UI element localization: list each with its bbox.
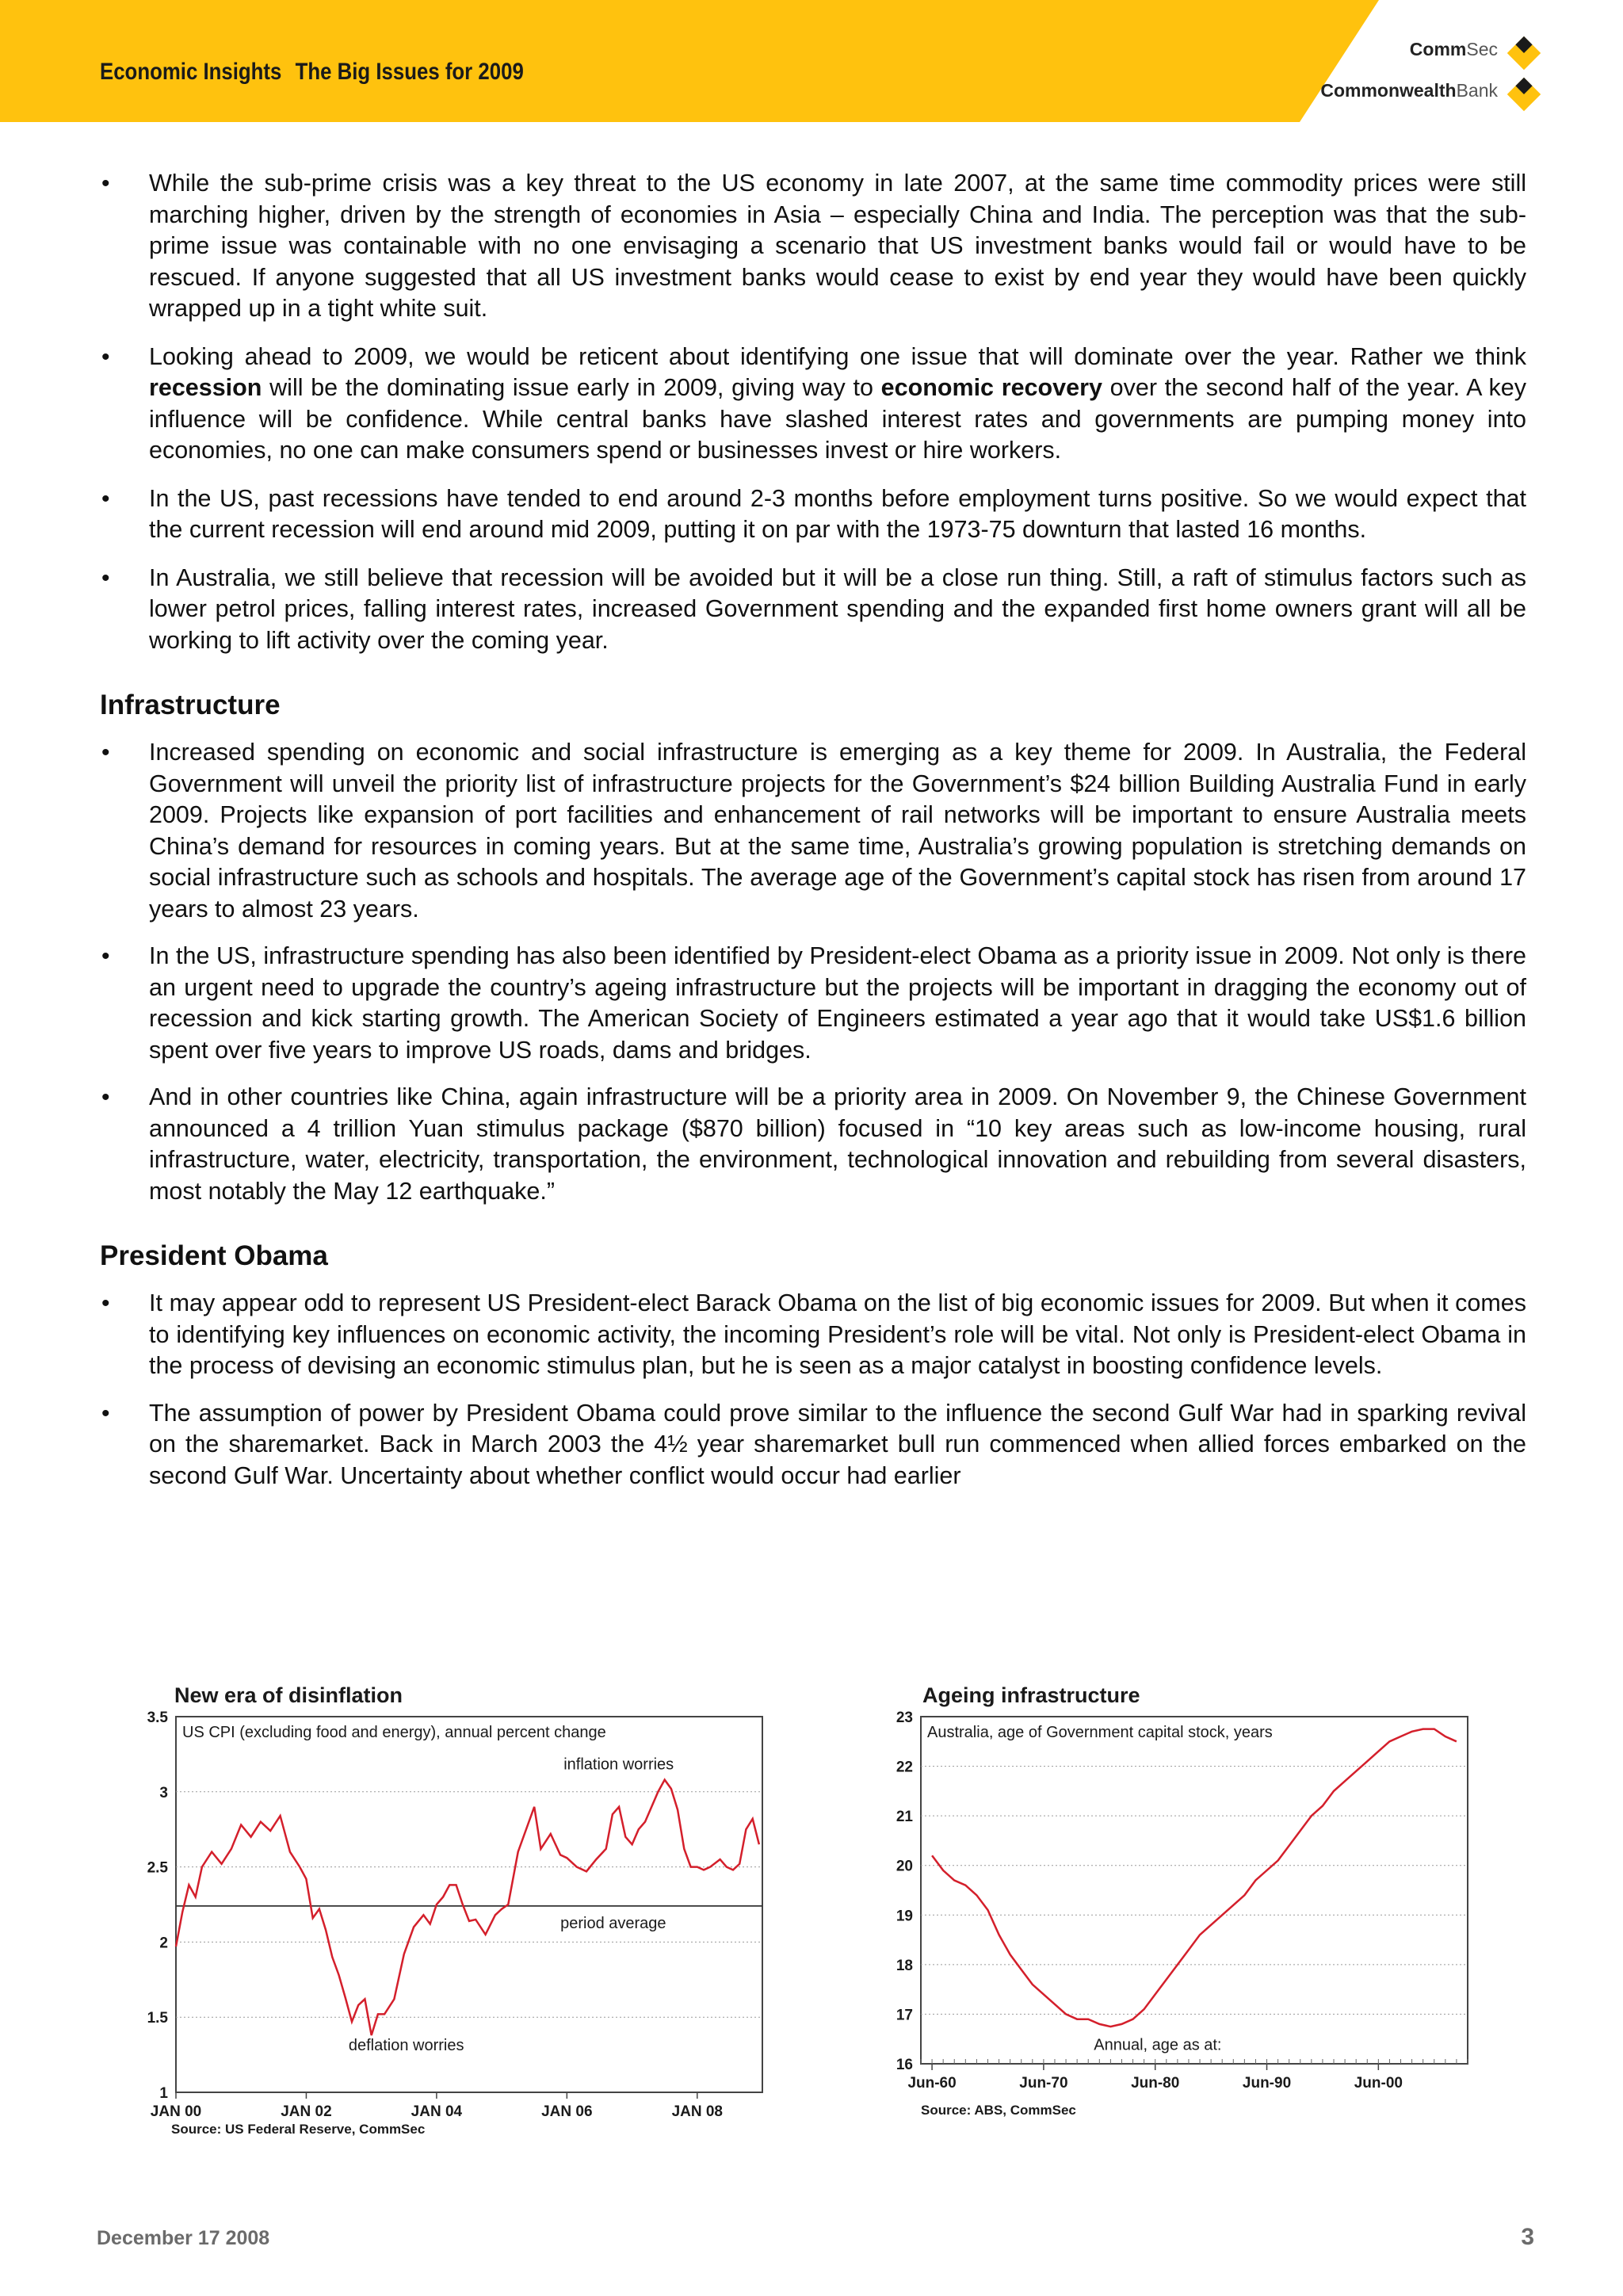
infrastructure-bullet-3: • And in other countries like China, again infrastructure will be a priority area in 2009. On November 9, the Chinese Government announced a 4 trillion Yuan stimulus package ($870 billion) focused in “10 key areas such as low-income housing, rural infrastructure, water, electricity, transportation, the environment, technological innovation and rebuilding from several disasters, most notably the May 12 earthquake.” [100, 1082, 1526, 1207]
intro-bullet-3: • In the US, past recessions have tended to end around 2-3 months before employment turns positive. So we would expect that the current recession will end around mid 2009, putting it on par with the 1973-75 downturn that lasted 16 months. [100, 483, 1526, 546]
chart-subtitle: Australia, age of Government capital stock, years [927, 1724, 1273, 1741]
x-tick-label: JAN 02 [281, 2103, 332, 2120]
infrastructure-bullet-1: • Increased spending on economic and social infrastructure is emerging as a key theme for 2009. In Australia, the Federal Government will unveil the priority list of infrastructure projects for the Government’s $24 billion Building Australia Fund in early 2009. Projects like expansion of port facilities and enhancement of rail networks will be important to ensure Australia meets China’s demand for resources in coming years. But at the same time, Australia’s growing population is stretching demands on social infrastructure such as schools and hospitals. The average age of the Government’s capital stock has risen from around 17 years to almost 23 years. [100, 737, 1526, 925]
y-tick-label: 17 [896, 2007, 913, 2024]
chart-title: New era of disinflation [174, 1683, 403, 1707]
intro-bullet-2-mid: will be the dominating issue early in 2009, giving way to [262, 374, 881, 401]
reference-line-label: period average [560, 1914, 666, 1932]
capital-stock-age-line [932, 1729, 1457, 2027]
x-tick-label: Jun-90 [1242, 2075, 1292, 2092]
y-tick-label: 20 [896, 1858, 913, 1875]
chart-source: Source: ABS, CommSec [921, 2103, 1076, 2118]
emphasis-recession: recession [149, 374, 262, 401]
annotation-deflation-worries: deflation worries [348, 2036, 464, 2054]
annotation-inflation-worries: inflation worries [563, 1755, 674, 1774]
y-tick-label: 18 [896, 1957, 913, 1974]
y-tick-label: 3 [159, 1784, 168, 1801]
emphasis-economic-recovery: economic recovery [880, 374, 1102, 401]
footer-date: December 17 2008 [97, 2227, 270, 2249]
intro-bullet-list [100, 168, 1526, 656]
x-tick-label: Jun-00 [1354, 2075, 1403, 2092]
x-tick-label: Jun-60 [907, 2075, 957, 2092]
y-tick-label: 23 [896, 1710, 913, 1726]
chart-title: Ageing infrastructure [922, 1683, 1140, 1707]
header-title-issue: The Big Issues for 2009 [295, 59, 524, 85]
cba-logo-light: Bank [1456, 80, 1498, 101]
x-tick-label: JAN 00 [150, 2103, 202, 2120]
obama-bullet-list [100, 1288, 1526, 1492]
intro-bullet-2-post: over the second half of the year. A key influence will be confidence. While central banks have slashed interest rates and governments are pumping money into economies, no one can make consumers spend or businesses invest or hire workers. [149, 374, 1527, 464]
y-tick-label: 19 [896, 1908, 913, 1925]
y-tick-label: 2.5 [147, 1859, 168, 1877]
commsec-logo [1410, 39, 1498, 60]
plot-area-frame [176, 1717, 762, 2092]
y-tick-label: 3.5 [147, 1710, 168, 1726]
y-tick-label: 22 [896, 1759, 913, 1776]
x-tick-label: JAN 08 [671, 2103, 723, 2120]
intro-bullet-4: • In Australia, we still believe that recession will be avoided but it will be a close run thing. Still, a raft of stimulus factors such as lower petrol prices, falling interest rates, increased Government spending and the expanded first home owners grant will all be working to lift activity over the coming year. [100, 563, 1526, 657]
plot-area-frame [921, 1717, 1468, 2064]
infrastructure-bullet-2: • In the US, infrastructure spending has also been identified by President-elect Obama as a priority issue in 2009. Not only is there an urgent need to upgrade the country’s ageing infrastructure but the projects will be important in dragging the economy out of recession and kick starting growth. The American Society of Engineers estimated a year ago that it would take US$1.6 billion spent over five years to improve US roads, dams and bridges. [100, 941, 1526, 1066]
commonwealth-bank-logo [1320, 80, 1498, 101]
commsec-logo-light: Sec [1466, 39, 1498, 59]
page-number: 3 [1521, 2224, 1534, 2250]
commsec-logo-bold: Comm [1409, 39, 1467, 59]
x-tick-label: JAN 06 [541, 2103, 593, 2120]
infrastructure-bullet-list [100, 737, 1526, 1207]
x-tick-label: Jun-80 [1131, 2075, 1180, 2092]
y-tick-label: 16 [896, 2057, 913, 2073]
intro-bullet-1: • While the sub-prime crisis was a key threat to the US economy in late 2007, at the same time commodity prices were still marching higher, driven by the strength of economies in Asia – especially China and India. The perception was that the sub-prime issue was containable with no one envisaging a scenario that US investment banks would fail or would have to be rescued. If anyone suggested that all US investment banks would cease to exist by end year they would have been quickly wrapped up in a tight white suit. [100, 168, 1526, 325]
article-body [100, 168, 1526, 1507]
y-tick-label: 1 [159, 2085, 168, 2102]
chart-disinflation-svg [119, 1679, 785, 2146]
header-title [100, 59, 524, 86]
y-tick-label: 2 [159, 1935, 168, 1952]
chart-source: Source: US Federal Reserve, CommSec [171, 2122, 426, 2137]
chart-ageing-infrastructure [864, 1679, 1498, 2126]
cpi-series-line [176, 1780, 759, 2035]
obama-bullet-1: • It may appear odd to represent US President-elect Barack Obama on the list of big economic issues for 2009. But when it comes to identifying key influences on economic activity, the incoming President’s role will be vital. Not only is President-elect Obama in the process of devising an economic stimulus plan, but he is seen as a major catalyst in boosting confidence levels. [100, 1288, 1526, 1382]
obama-bullet-2: • The assumption of power by President Obama could prove similar to the influence the second Gulf War had in sparking revival on the sharemarket. Back in March 2003 the 4½ year sharemarket bull run commenced when allied forces embarked on the second Gulf War. Uncertainty about whether conflict would occur had earlier [100, 1398, 1526, 1492]
y-tick-label: 1.5 [147, 2010, 168, 2027]
intro-bullet-2 [100, 342, 1526, 467]
chart-ageing-infrastructure-svg [864, 1679, 1498, 2122]
y-tick-label: 21 [896, 1809, 913, 1826]
cba-logo-bold: Commonwealth [1320, 80, 1457, 101]
intro-bullet-2-pre: Looking ahead to 2009, we would be reticent about identifying one issue that will dominate over the year. Rather we think [149, 342, 1526, 370]
axis-note: Annual, age as at: [1094, 2036, 1222, 2054]
chart-subtitle: US CPI (excluding food and energy), annual percent change [182, 1724, 606, 1741]
x-tick-label: Jun-70 [1019, 2075, 1068, 2092]
section-heading-president-obama: President Obama [100, 1240, 328, 1271]
header-band [0, 0, 1623, 122]
chart-disinflation [119, 1679, 785, 2150]
header-title-series: Economic Insights [100, 59, 282, 85]
x-tick-label: JAN 04 [411, 2103, 463, 2120]
section-heading-infrastructure: Infrastructure [100, 690, 281, 720]
